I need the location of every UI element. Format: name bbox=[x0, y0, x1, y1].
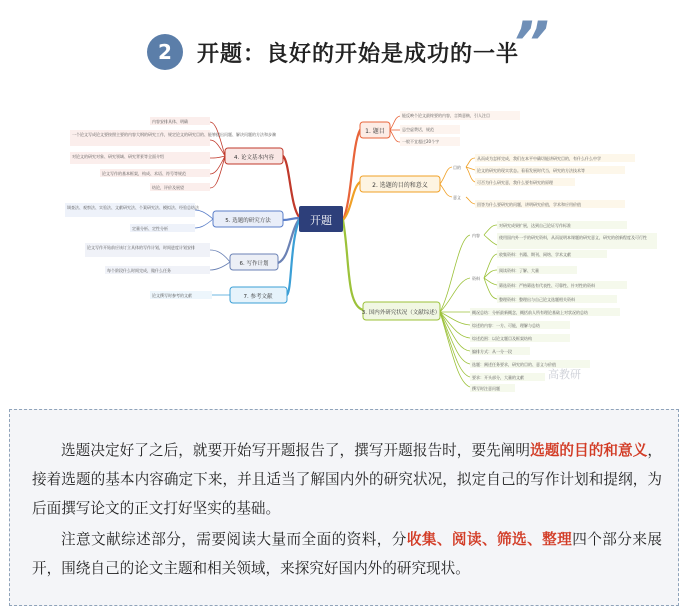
highlight-steps: 收集、阅读、筛选、整理 bbox=[406, 531, 573, 548]
content-item: 对论文的研究对象、研究领域、研究背景等全面介绍 bbox=[72, 154, 164, 159]
purpose-item: 论文的研究的现实状态。看看发展时代当，研究的方法技术等 bbox=[477, 168, 585, 173]
branch-content-label: 4. 论文基本内容 bbox=[234, 155, 274, 161]
plan-item: 论文写作开始前应该订立具体的写作计划，时间进度计划安排 bbox=[87, 245, 195, 250]
review-item: 概况总结：分析最新概念，概括前人所有理论基础上对状况的总结 bbox=[472, 310, 588, 315]
review-item: 综述的内容：一方、可能，理解与总结 bbox=[472, 323, 540, 328]
branch-title-label: 1. 题目 bbox=[365, 128, 385, 135]
branch-review-label: 3. 国内外研究状况（文献综述） bbox=[361, 310, 441, 316]
paragraph-1: 选题决定好了之后，就要开始写开题报告了，撰写开题报告时，要先阐明选题的目的和意义，接着选题的基本内容确定下来，并且适当了解国内外的研究状况，拟定自己的写作计划和提纲，为后面撰写论文的正文打好坚实的基础。 bbox=[32, 442, 662, 517]
review-item: 综述范围：以论文题目及框架结构 bbox=[472, 336, 532, 341]
purpose-sub-label: 目的 bbox=[453, 165, 461, 170]
watermark-text: 高教研 bbox=[548, 368, 581, 381]
mind-map bbox=[0, 100, 690, 400]
review-item: 撰写时注意问题 bbox=[472, 386, 500, 391]
branch-title-item: 一般不宜超过20个字 bbox=[402, 139, 440, 144]
branch-title-item: 能反映个论文最终要的内容，言简意赅，引人注目 bbox=[402, 113, 490, 118]
content-item: 内容安排具体、明确 bbox=[152, 119, 188, 124]
method-item: 调查法、观察法、实验法、文献研究法、个案研究法、模拟法、经验总结法 bbox=[67, 205, 199, 210]
review-material-item: 阅读资料：了解、大量 bbox=[499, 268, 539, 273]
review-material-item: 筛选资料：严格筛选有代表性、可靠性、针对性的资料 bbox=[499, 283, 595, 288]
content-item: 结论，评价及展望 bbox=[152, 185, 184, 190]
review-material-item: 整理资料：整理出与自己论文选题相关资料 bbox=[499, 297, 575, 302]
review-intro-label: 内容 bbox=[472, 233, 480, 238]
content-item: 一个论文写成论文要按照主要的内容大纲的研究工作，规定论文的研究目的、能够提出问题、解决问题的方法和步骤 bbox=[72, 132, 276, 137]
branch-method-label: 5. 选题的研究方法 bbox=[225, 218, 271, 224]
explanation-panel bbox=[9, 409, 679, 606]
review-item: 编排方式：从一分一段 bbox=[472, 349, 512, 354]
branch-plan-label: 6. 写作计划 bbox=[239, 261, 269, 267]
center-label: 开题 bbox=[310, 214, 332, 227]
branch-title-item: 忌空虚费话，规范 bbox=[402, 127, 434, 132]
section-number-badge: 2 bbox=[147, 34, 183, 70]
review-material-label: 资料 bbox=[472, 276, 480, 281]
plan-item: 每个阶段什么时间完成，做什么任务 bbox=[107, 268, 171, 273]
review-intro-item: 使用国内外一手的研究资料，从而说明本课题的研究意义，研究的创新程度及可行性 bbox=[499, 235, 647, 240]
meaning-sub-label: 意义 bbox=[453, 195, 461, 200]
reference-item: 论文撰写时参考的文献 bbox=[152, 293, 192, 298]
branch-reference-label: 7. 参考文献 bbox=[243, 294, 273, 300]
section-title: 开题：良好的开始是成功的一半 bbox=[197, 42, 520, 67]
review-item: 选题：阐述任务要求，研究的目的、意义与价值 bbox=[472, 362, 556, 367]
meaning-item: 回答为什么要研究的问题，讲明研究价值，学术和应用价值 bbox=[477, 202, 581, 207]
purpose-item: 从而成为怎样完成，我们在本平中确切能讲研究目的，有什么什么中学 bbox=[477, 156, 601, 161]
method-item: 定量分析、定性分析 bbox=[132, 226, 168, 231]
review-intro-item: 对研究成果扩展，达到自己论证写作标准 bbox=[499, 223, 571, 228]
paragraph-2: 注意文献综述部分，需要阅读大量而全面的资料，分收集、阅读、筛选、整理四个部分来展开，围绕自己的论文主题和相关领域，来探究好国内外的研究现状。 bbox=[32, 531, 662, 577]
branch-purpose-label: 2. 选题的目的和意义 bbox=[372, 182, 428, 189]
purpose-item: 可否为什么研究意，我什么要有研究的原理 bbox=[477, 180, 553, 185]
review-material-item: 收集资料：书籍、期刊、网络、学术文献 bbox=[499, 252, 571, 257]
section-header bbox=[0, 0, 690, 92]
content-item: 论文写作的基本框架，构成、术语、符号等规范 bbox=[102, 171, 186, 176]
highlight-purpose: 选题的目的和意义 bbox=[530, 442, 648, 459]
quote-mark-icon: ” bbox=[512, 9, 550, 77]
review-item: 要求：开头部分，大量的文献 bbox=[472, 375, 524, 380]
